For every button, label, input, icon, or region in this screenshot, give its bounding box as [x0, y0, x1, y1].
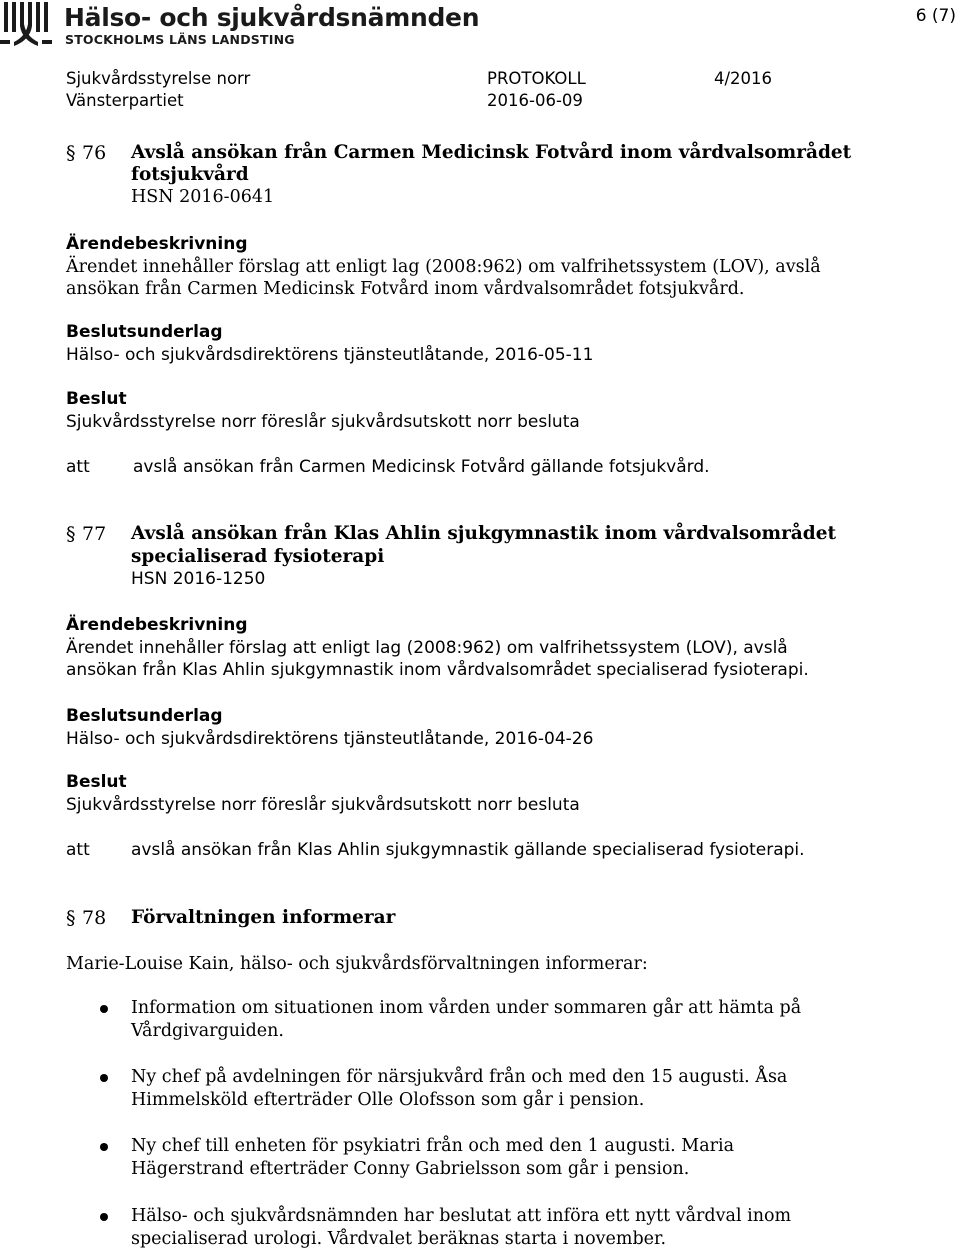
description-text: Ärendet innehåller förslag att enligt lag (2008:962) om valfrihetssystem (LOV), avslå [66, 257, 821, 277]
decision-text: avslå ansökan från Klas Ahlin sjukgymnastik gällande specialiserad fysioterapi. [131, 840, 805, 860]
list-item: Ny chef till enheten för psykiatri från och med den 1 augusti. Maria Hägerstrand efterträder Conny Gabrielsson som går i pension. [131, 1136, 735, 1179]
basis-text: Hälso- och sjukvårdsdirektörens tjänsteutlåtande, 2016-05-11 [66, 345, 594, 365]
basis-heading: Beslutsunderlag [66, 322, 223, 342]
bullet-icon [100, 1074, 108, 1082]
party-name: Vänsterpartiet [66, 91, 184, 110]
section-title: Avslå ansökan från Klas Ahlin sjukgymnastik inom vårdvalsområdet [131, 523, 837, 544]
basis-text: Hälso- och sjukvårdsdirektörens tjänsteutlåtande, 2016-04-26 [66, 729, 594, 749]
sll-logo-icon [0, 2, 55, 46]
paragraph-mark: § [66, 523, 76, 545]
section-title: Avslå ansökan från Carmen Medicinsk Fotvård inom vårdvalsområdet [131, 142, 852, 163]
decision-text: avslå ansökan från Carmen Medicinsk Fotvård gällande fotsjukvård. [133, 457, 710, 477]
bullet-icon [100, 1005, 108, 1013]
description-text-cont: ansökan från Carmen Medicinsk Fotvård inom vårdvalsområdet fotsjukvård. [66, 279, 745, 299]
description-heading: Ärendebeskrivning [66, 615, 248, 635]
info-intro: Marie-Louise Kain, hälso- och sjukvårdsförvaltningen informerar: [66, 954, 648, 974]
case-number: HSN 2016-0641 [131, 187, 275, 207]
basis-heading: Beslutsunderlag [66, 706, 223, 726]
decision-heading: Beslut [66, 772, 127, 792]
committee-name: Sjukvårdsstyrelse norr [66, 69, 251, 88]
case-number: HSN 2016-1250 [131, 569, 266, 589]
section-number: 77 [82, 523, 107, 545]
list-item: Information om situationen inom vården under sommaren går att hämta på Vårdgivarguiden. [131, 998, 802, 1041]
section-number: 76 [82, 142, 107, 164]
page-number: 6 (7) [915, 6, 956, 26]
paragraph-mark: § [66, 907, 76, 929]
org-name: Hälso- och sjukvårdsnämnden [64, 3, 480, 32]
decision-intro: Sjukvårdsstyrelse norr föreslår sjukvårdsutskott norr besluta [66, 795, 580, 815]
section-title-cont: fotsjukvård [131, 164, 249, 185]
protocol-number: 4/2016 [714, 69, 773, 88]
bullet-icon [100, 1143, 108, 1151]
org-subtitle: STOCKHOLMS LÄNS LANDSTING [65, 32, 295, 47]
paragraph-mark: § [66, 142, 76, 164]
section-title: Förvaltningen informerar [131, 907, 396, 928]
decision-heading: Beslut [66, 389, 127, 409]
document-date: 2016-06-09 [487, 91, 583, 110]
section-title-cont: specialiserad fysioterapi [131, 546, 385, 567]
list-item: Ny chef på avdelningen för närsjukvård från och med den 15 augusti. Åsa Himmelsköld efterträder Olle Olofsson som går i pension. [131, 1067, 788, 1110]
list-item: Hälso- och sjukvårdsnämnden har beslutat att införa ett nytt vårdval inom specialiserad urologi. Vårdvalet beräknas starta i november. [131, 1206, 792, 1249]
att-label: att [66, 840, 90, 860]
description-text: Ärendet innehåller förslag att enligt lag (2008:962) om valfrihetssystem (LOV), avslå [66, 638, 788, 658]
att-label: att [66, 457, 90, 477]
description-text-cont: ansökan från Klas Ahlin sjukgymnastik inom vårdvalsområdet specialiserad fysioterapi. [66, 660, 809, 680]
description-heading: Ärendebeskrivning [66, 234, 248, 254]
bullet-icon [100, 1213, 108, 1221]
document-type: PROTOKOLL [487, 69, 586, 88]
section-number: 78 [82, 907, 107, 929]
decision-intro: Sjukvårdsstyrelse norr föreslår sjukvårdsutskott norr besluta [66, 412, 580, 432]
